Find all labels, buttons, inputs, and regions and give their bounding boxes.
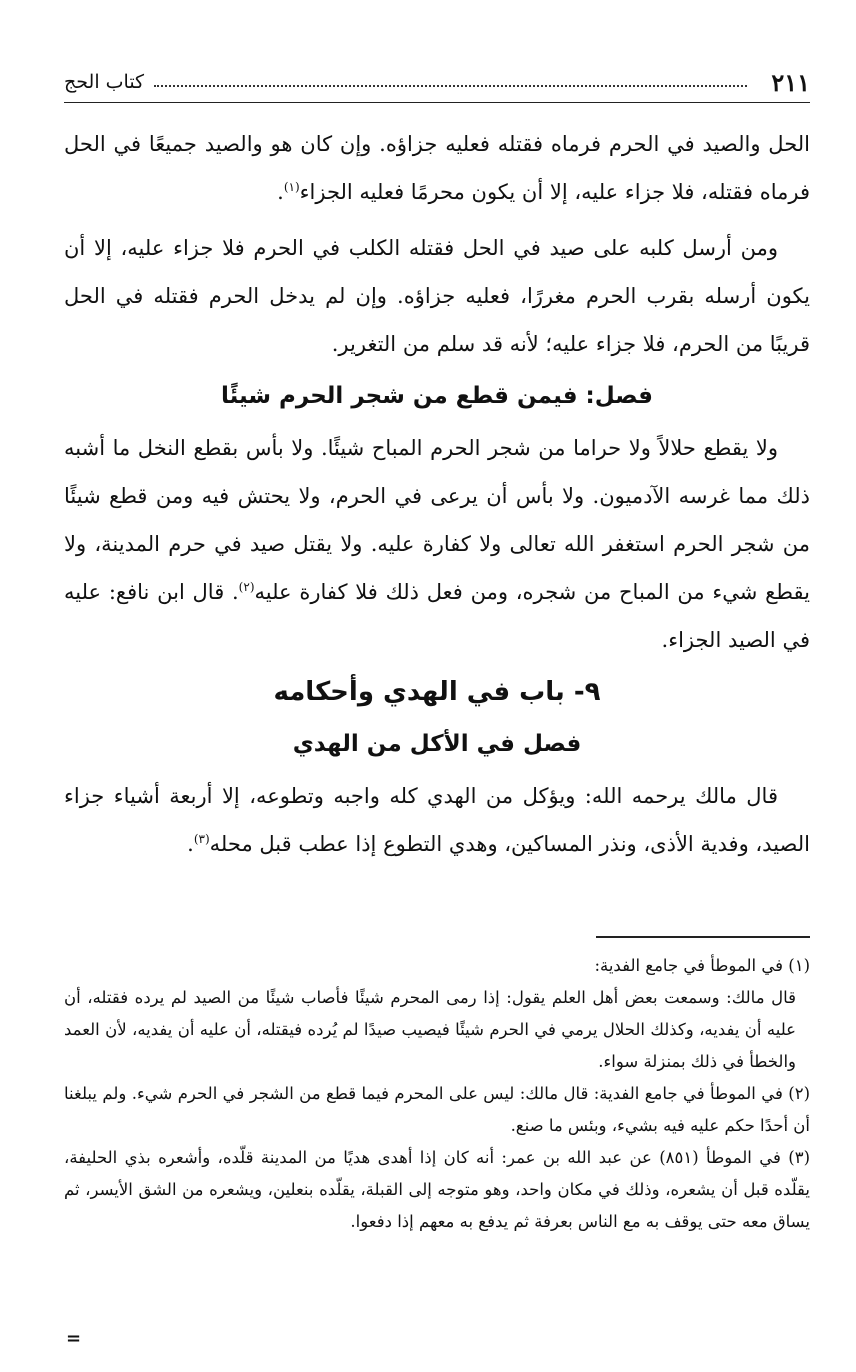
paragraph: ومن أرسل كلبه على صيد في الحل فقتله الكلب في الحرم فلا جزاء عليه، إلا أن يكون أرسله بقرب الحرم مغررًا، فعليه جزاؤه. وإن لم يدخل الحرم فقتله في الحل قريبًا من الحرم، فلا جزاء عليه؛ لأنه قد سلم من التغرير.	[64, 236, 810, 356]
footnote-separator	[596, 936, 810, 938]
paragraph-text: . قال ابن نافع: عليه في الصيد الجزاء.	[64, 580, 810, 652]
footnote-ref: (٢)	[238, 580, 255, 594]
footnote-3: (٣) في الموطأ (٨٥١) عن عبد الله بن عمر: أنه كان إذا أهدى هديًا من المدينة قلّده، وأشعره بذي الحليفة، يقلّده قبل أن يشعره، وذلك في مكان واحد، وهو متوجه إلى القبلة، يقلّده بنعلين، ويشعره من الشق الأيسر، ثم يساق معه حتى يوقف به مع الناس بعرفة ثم يدفع به معهم إذا دفعوا.	[64, 1148, 810, 1231]
footnote-1-lead: (١) في الموطأ في جامع الفدية:	[594, 956, 810, 975]
footnote-ref: (٣)	[193, 832, 210, 846]
spacer	[64, 216, 810, 224]
paragraph-text: ولا يقطع حلالاً ولا حراما من شجر الحرم المباح شيئًا. ولا بأس بقطع النخل ما أشبه ذلك مما غرسه الآدميون. ولا بأس أن يرعى في الحرم، ولا يحتش فيه ومن قطع شيئًا من شجر الحرم استغفر الله تعالى ولا كفارة عليه. ولا يقتل صيد في حرم المدينة، ولا يقطع شيء من المباح من شجره، ومن فعل ذلك فلا كفارة عليه	[64, 436, 810, 604]
page-number: ٢١١	[771, 67, 810, 97]
footnote-1-body: قال مالك: وسمعت بعض أهل العلم يقول: إذا رمى المحرم شيئًا فأصاب شيئًا من الصيد لم يرده فقتله، أن عليه أن يفديه، وكذلك الحلال يرمي في الحرم شيئًا فيصيب صيدًا لم يُرده فيقتله، أن عليه أن يفديه، لأن العمد والخطأ في ذلك بمنزلة سواء.	[64, 988, 796, 1071]
running-header	[64, 62, 810, 103]
footnotes	[64, 950, 810, 1238]
header-dot-leader	[154, 85, 747, 87]
section-heading: فصل في الأكل من الهدي	[292, 731, 582, 757]
footnote-2: (٢) في الموطأ في جامع الفدية: قال مالك: ليس على المحرم فيما قطع من الشجر في الحرم شيء. ولم يبلغنا أن أحدًا حكم عليه فيه بشيء، وبئس ما صنع.	[64, 1084, 810, 1135]
continuation-mark: =	[66, 1328, 82, 1349]
paragraph: الحل والصيد في الحرم فرماه فقتله فعليه جزاؤه. وإن كان هو والصيد جميعًا في الحل فرماه فقتله، فلا جزاء عليه، إلا أن يكون محرمًا فعليه الجزاء$^{(١)}$.	[64, 132, 810, 204]
paragraph-text: قال مالك يرحمه الله: ويؤكل من الهدي كله واجبه وتطوعه، إلا أربعة أشياء جزاء الصيد، وفدية الأذى، ونذر المساكين، وهدي التطوع إذا عطب قبل محله	[64, 784, 810, 856]
section-heading: فصل: فيمن قطع من شجر الحرم شيئًا	[221, 383, 653, 409]
paragraph-text: الحل والصيد في الحرم فرماه فقتله فعليه جزاؤه. وإن كان هو والصيد جميعًا في الحل فرماه فقتله، فلا جزاء عليه، إلا أن يكون محرمًا فعليه الجزاء	[64, 132, 810, 204]
paragraph	[64, 772, 810, 868]
paragraph	[64, 424, 810, 664]
running-title: كتاب الحج	[64, 71, 145, 93]
main-text	[64, 120, 810, 868]
paragraph-text: .	[187, 832, 194, 856]
chapter-heading: ٩- باب في الهدي وأحكامه	[273, 677, 601, 707]
footnote-ref: (١)	[283, 180, 300, 194]
